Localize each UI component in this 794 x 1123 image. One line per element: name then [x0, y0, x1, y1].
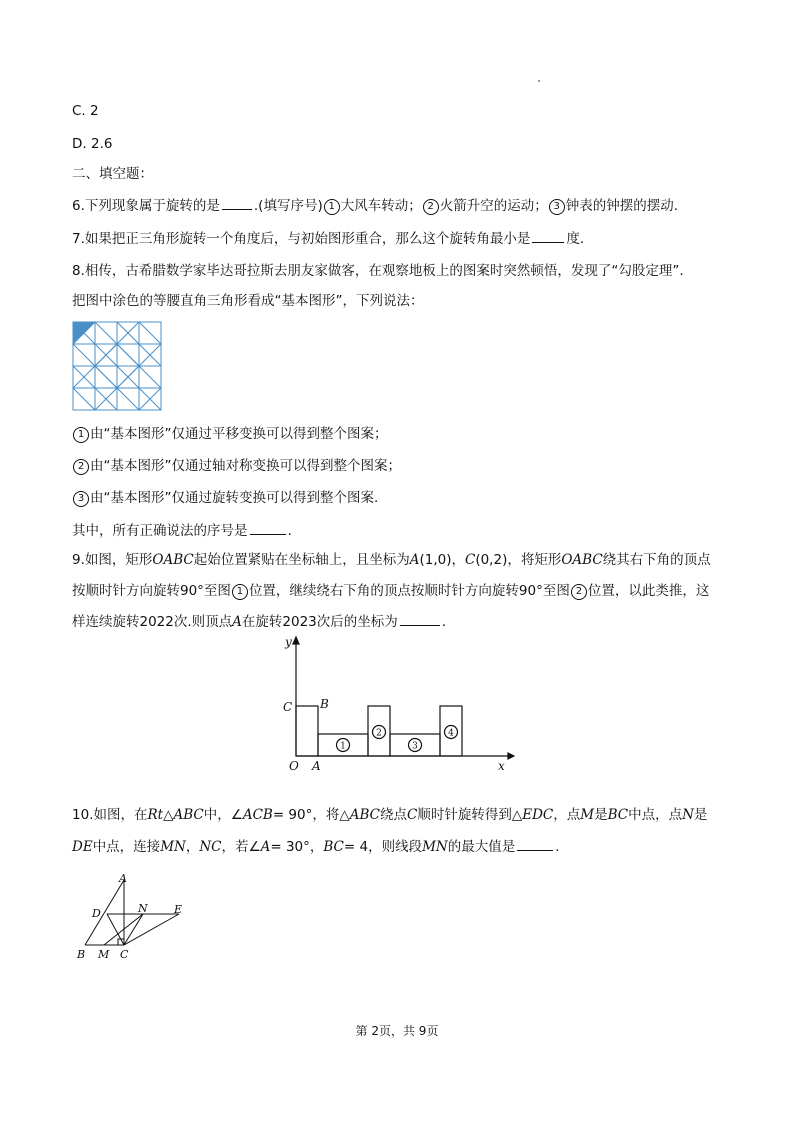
statement-text: 由“基本图形”仅通过轴对称变换可以得到整个图案；	[90, 458, 401, 474]
q9-text: 9.如图，矩形	[72, 552, 153, 568]
q8-ask-text: 其中，所有正确说法的序号是	[72, 523, 248, 539]
label-b: B	[77, 948, 86, 961]
q9-text: 样连续旋转2022次.则顶点	[72, 614, 233, 630]
q10-text: 顺时针旋转得到△	[417, 807, 523, 823]
q10-math: A	[260, 839, 271, 855]
marker-3: 3	[412, 741, 418, 752]
label-o: O	[289, 759, 299, 773]
q10-math: BC	[323, 839, 344, 855]
marker-1: 1	[340, 741, 346, 752]
q6-lead: 6.下列现象属于旋转的是	[72, 198, 220, 214]
q10-math: EDC	[522, 807, 554, 823]
q10-text: = 30°，	[270, 839, 324, 855]
q10-math: C	[407, 807, 418, 823]
label-a: A	[119, 872, 127, 885]
segment-ce	[124, 914, 179, 945]
circled-number: 2	[423, 199, 439, 215]
q9-line-3	[72, 611, 446, 632]
q10-text: 中，∠	[203, 807, 243, 823]
q8-statement-1	[72, 424, 388, 444]
label-c: C	[283, 700, 293, 714]
circled-number: 1	[232, 584, 248, 600]
q10-math: NC	[199, 839, 222, 855]
question-6	[72, 195, 678, 216]
label-a: A	[312, 759, 321, 773]
q9-text: .	[441, 614, 447, 630]
q7-tail: 度.	[566, 231, 585, 247]
q6-mid: .(填写序号)	[253, 198, 323, 214]
circled-number: 1	[324, 199, 340, 215]
q10-text: △	[163, 807, 174, 823]
q6-item-3: 钟表的钟摆的摆动.	[565, 198, 679, 214]
q9-text: 按顺时针方向旋转90°至图	[72, 583, 231, 599]
q6-item-2: 火箭升空的运动；	[439, 198, 548, 214]
q9-text: (1,0)，	[419, 552, 465, 568]
marker-2: 2	[376, 728, 382, 739]
q10-math: ABC	[349, 807, 380, 823]
x-axis-arrow	[508, 753, 514, 759]
answer-blank	[400, 611, 440, 626]
marker-4: 4	[448, 728, 454, 739]
q10-text: ，	[185, 839, 200, 855]
q8-ask	[72, 520, 292, 541]
q10-text: = 4，则线段	[343, 839, 423, 855]
q10-text: 绕点	[380, 807, 407, 823]
tile-grid	[73, 322, 161, 410]
q9-text: 位置，继续绕右下角的顶点按顺时针方向旋转90°至图	[248, 583, 570, 599]
q10-text: 中点，连接	[92, 839, 161, 855]
section-heading: 二、填空题：	[72, 166, 153, 182]
answer-blank	[222, 195, 252, 210]
q9-math: OABC	[561, 552, 603, 568]
q10-math: ABC	[173, 807, 204, 823]
q10-text: ，若∠	[221, 839, 261, 855]
q10-math: BC	[607, 807, 629, 823]
label-n: N	[138, 902, 148, 915]
statement-text: 由“基本图形”仅通过平移变换可以得到整个图案；	[90, 426, 388, 442]
label-e: E	[174, 903, 183, 916]
label-c: C	[120, 948, 129, 961]
q10-math: N	[682, 807, 694, 823]
q10-line-1	[72, 805, 707, 825]
q8-line-1: 8.相传，古希腊数学家毕达哥拉斯去朋友家做客，在观察地板上的图案时突然顿悟，发现了“勾股定理”.	[72, 263, 684, 279]
q8-statement-3	[72, 488, 378, 508]
circled-number: 2	[73, 459, 89, 475]
q6-item-1: 大风车转动；	[340, 198, 422, 214]
y-axis-arrow	[293, 637, 299, 644]
q9-line-2	[72, 581, 709, 601]
q9-text: 位置，以此类推，这	[587, 583, 710, 599]
q7-lead: 7.如果把正三角形旋转一个角度后，与初始图形重合，那么这个旋转角最小是	[72, 231, 531, 247]
answer-blank	[250, 520, 286, 535]
q10-text: = 90°，将△	[272, 807, 350, 823]
statement-text: 由“基本图形”仅通过旋转变换可以得到整个图案.	[90, 490, 379, 506]
q10-text: 是	[693, 807, 708, 823]
circled-number: 2	[571, 584, 587, 600]
q10-text: 的最大值是	[447, 839, 516, 855]
q9-math: A	[409, 552, 420, 568]
rotation-rectangles-figure	[270, 632, 515, 774]
q9-line-1	[72, 550, 711, 570]
q10-math: M	[580, 807, 595, 823]
segment-nc	[124, 914, 143, 945]
q9-math: OABC	[152, 552, 194, 568]
q10-text: 是	[594, 807, 608, 823]
q9-math: A	[232, 614, 242, 630]
label-b: B	[320, 697, 329, 711]
q8-line-2: 把图中涂色的等腰直角三角形看成“基本图形”，下列说法：	[72, 293, 424, 309]
answer-blank	[532, 228, 564, 243]
q9-text: (0,2)，将矩形	[475, 552, 562, 568]
option-c: C. 2	[72, 103, 99, 119]
q10-math: DE	[72, 839, 93, 855]
q10-math: ACB	[242, 807, 273, 823]
q9-math: C	[464, 552, 476, 568]
label-m: M	[98, 948, 110, 961]
q10-text: 10.如图，在	[72, 807, 148, 823]
q9-text: 起始位置紧贴在坐标轴上，且坐标为	[193, 552, 410, 568]
q10-math: Rt	[147, 807, 164, 823]
label-x: x	[498, 759, 505, 773]
answer-blank	[517, 836, 553, 851]
label-d: D	[92, 907, 101, 920]
question-7	[72, 228, 584, 249]
circled-number: 3	[73, 491, 89, 507]
label-y: y	[285, 635, 292, 649]
q10-text: ，点	[553, 807, 581, 823]
q8-ask-tail: .	[287, 523, 292, 539]
tile-pattern-figure	[72, 321, 164, 413]
option-d: D. 2.6	[72, 136, 113, 152]
q9-text: 在旋转2023次后的坐标为	[241, 614, 398, 630]
circled-number: 1	[73, 427, 89, 443]
q10-text: .	[555, 839, 560, 855]
q10-math: MN	[160, 839, 186, 855]
rectangle-start	[296, 706, 318, 756]
page-footer: 第 2页，共 9页	[355, 1024, 439, 1038]
q8-statement-2	[72, 456, 401, 476]
q9-text: 绕其右下角的顶点	[602, 552, 711, 568]
q10-line-2	[72, 836, 560, 857]
scan-dot	[538, 80, 540, 82]
circled-number: 3	[549, 199, 565, 215]
q10-math: MN	[422, 839, 448, 855]
q10-text: 中点，点	[628, 807, 683, 823]
triangle-rotation-figure	[72, 866, 192, 962]
